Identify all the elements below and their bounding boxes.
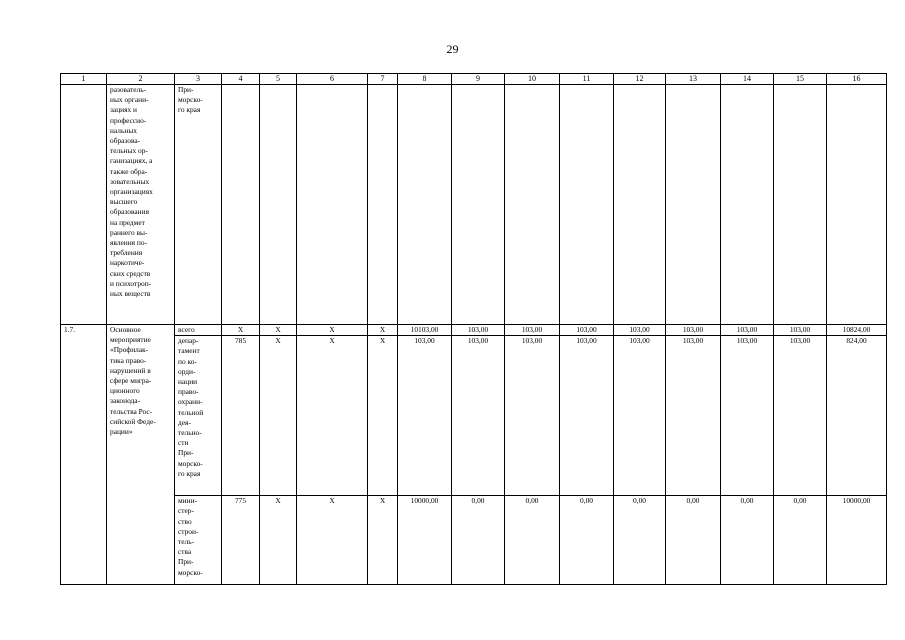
header-cell: 16 [827,74,887,85]
value-cell: 103,00 [774,336,827,496]
table-row [61,85,887,325]
value-cell: 103,00 [560,336,614,496]
value-cell: 10000,00 [398,496,452,585]
header-cell: 4 [222,74,260,85]
value-cell: 824,00 [827,336,887,496]
item-number: 1.7. [61,325,107,585]
value-cell: 103,00 [452,325,505,336]
empty-cell [560,85,614,325]
table-row [61,496,887,585]
header-cell: 7 [368,74,398,85]
value-cell: 103,00 [666,336,721,496]
header-cell: 3 [175,74,222,85]
empty-cell [452,85,505,325]
executor-cell: мини- стер- ство строи- тель- ства При- морско- [175,496,222,585]
item-name: Основное мероприятие «Профилак- тика право- нарушений в сфере мигра- ционного законода- тельства Рос- сийской Феде- рации» [107,325,175,585]
value-cell: 0,00 [505,496,560,585]
header-cell: 15 [774,74,827,85]
header-cell: 5 [260,74,297,85]
empty-cell [614,85,666,325]
header-cell: 14 [721,74,774,85]
header-cell: 13 [666,74,721,85]
empty-cell [774,85,827,325]
empty-cell [398,85,452,325]
activity-text-continuation: разователь- ных органи- зациях и профессио- нальных образова- тельных ор- ганизациях, а также обра- зовательных организациях высшего образования на предмет раннего вы- явления по- требления наркотиче- ских средств и психотроп- ных веществ [107,85,175,325]
value-cell: 785 [222,336,260,496]
value-cell: Х [297,336,368,496]
value-cell: 103,00 [560,325,614,336]
header-cell: 1 [61,74,107,85]
value-cell: 0,00 [452,496,505,585]
value-cell: 103,00 [774,325,827,336]
value-cell: 103,00 [721,325,774,336]
value-cell: 0,00 [721,496,774,585]
header-cell: 6 [297,74,368,85]
value-cell: 10000,00 [827,496,887,585]
empty-cell [222,85,260,325]
executor-cell: депар- тамент по ко- орди- нации право- охрани- тельной дея- тельно- сти При- морско- го края [175,336,222,496]
page-number: 29 [446,42,459,56]
value-cell: 103,00 [614,336,666,496]
value-cell: 103,00 [614,325,666,336]
value-cell: 0,00 [614,496,666,585]
header-cell: 11 [560,74,614,85]
program-table [60,73,887,585]
total-label: всего [175,325,222,336]
empty-cell [297,85,368,325]
value-cell: Х [368,496,398,585]
header-cell: 9 [452,74,505,85]
total-row [61,325,887,336]
empty-cell [260,85,297,325]
value-cell: 103,00 [452,336,505,496]
empty-cell [721,85,774,325]
header-cell: 10 [505,74,560,85]
value-cell: 103,00 [721,336,774,496]
value-cell: Х [260,325,297,336]
value-cell: Х [368,325,398,336]
value-cell: 103,00 [505,336,560,496]
value-cell: 0,00 [666,496,721,585]
empty-cell [505,85,560,325]
empty-cell [61,85,107,325]
value-cell: 10103,00 [398,325,452,336]
header-cell: 2 [107,74,175,85]
value-cell: Х [260,336,297,496]
value-cell: 775 [222,496,260,585]
header-cell: 8 [398,74,452,85]
value-cell: Х [297,325,368,336]
value-cell: Х [368,336,398,496]
header-row [61,74,887,85]
empty-cell [368,85,398,325]
value-cell: 103,00 [398,336,452,496]
value-cell: Х [260,496,297,585]
empty-cell [827,85,887,325]
value-cell: 103,00 [666,325,721,336]
value-cell: 103,00 [505,325,560,336]
value-cell: 10824,00 [827,325,887,336]
value-cell: Х [297,496,368,585]
value-cell: 0,00 [560,496,614,585]
value-cell: 0,00 [774,496,827,585]
value-cell: Х [222,325,260,336]
empty-cell [666,85,721,325]
executor-continuation: При- морско- го края [175,85,222,325]
table-row [61,336,887,496]
header-cell: 12 [614,74,666,85]
